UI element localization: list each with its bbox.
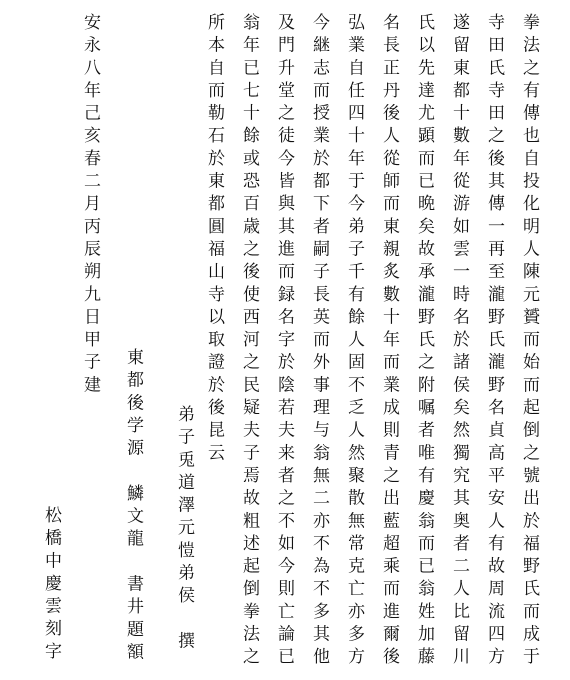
body-column-1: 拳法之有傳也自投化明人陳元贇而始而起倒之號出於福野氏而成于 [519,13,539,670]
body-column-8: 及門升堂之徒今皆與其進而録名字於陰若夫来者之不如今則亡論已 [274,13,294,670]
body-column-2: 寺田氏寺田之後其傳一再至瀧野氏瀧野名貞高平安人有故周流四方 [484,13,504,670]
body-column-9: 翁年已七十餘或恐百歳之後使西河之民疑夫子焉故粗述起倒拳法之 [239,13,259,670]
body-column-10: 所本自而勒石於東都圓福山寺以取證於後昆云 [204,13,224,466]
carver-colophon: 松橋中慶雲刻字 [41,506,61,665]
date-line: 安永八年己亥春二月丙辰朔九日甲子建 [80,13,100,399]
body-column-5: 名長正丹後人從師而東親炙數十年而業成則青之出藍超乘而進爾後 [379,13,399,670]
body-column-6: 弘業自任四十年于今弟子千有餘人固不乏人然聚散無常克亡亦多方 [344,13,364,670]
body-column-3: 遂留東都十數年從游如雲一時名於諸侯矣然獨究其奥者二人比留川 [449,13,469,670]
author-signature: 弟子兎道澤元愷弟侯 撰 [174,405,194,655]
body-column-4: 氏以先達尤顕而已晩矣故承瀧野氏之附嘱者唯有慶翁而已翁姓加藤 [414,13,434,670]
body-column-7: 今継志而授業於都下者嗣子長英而外事理与翁無二亦不為不多其他 [309,13,329,670]
calligrapher-signature: 東都後学源 鱗文龍 書井題額 [123,348,143,666]
